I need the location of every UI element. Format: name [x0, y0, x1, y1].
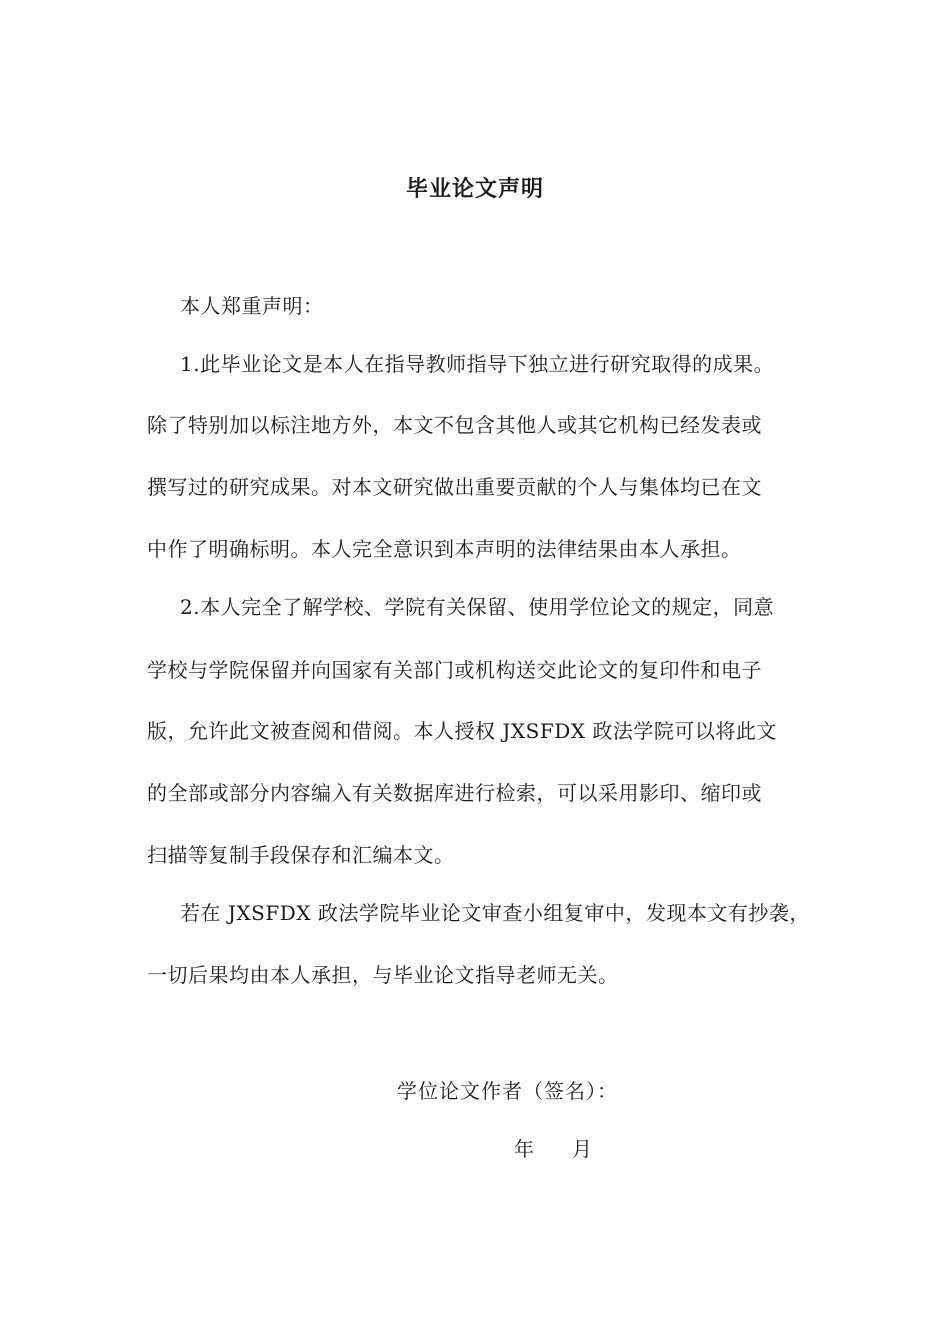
clause-1-line-1: 1.此毕业论文是本人在指导教师指导下独立进行研究取得的成果。 [180, 352, 775, 376]
clause-2-line-1: 2.本人完全了解学校、学院有关保留、使用学位论文的规定，同意 [180, 595, 775, 619]
signature-label: 学位论文作者（签名）： [397, 1079, 618, 1103]
date-line [514, 1134, 592, 1164]
page-title: 毕业论文声明 [405, 177, 544, 202]
clause-2-line-3: 版，允许此文被查阅和借阅。本人授权 JXSFDX 政法学院可以将此文 [147, 719, 777, 743]
clause-1-line-2: 除了特别加以标注地方外，本文不包含其他人或其它机构已经发表或 [147, 413, 762, 437]
clause-3-line-2: 一切后果均由本人承担，与毕业论文指导老师无关。 [147, 963, 619, 987]
clause-2-line-2: 学校与学院保留并向国家有关部门或机构送交此论文的复印件和电子 [147, 658, 762, 682]
declaration-intro: 本人郑重声明： [180, 294, 324, 318]
clause-3-line-1: 若在 JXSFDX 政法学院毕业论文审查小组复审中，发现本文有抄袭， [180, 901, 810, 925]
clause-1-line-3: 撰写过的研究成果。对本文研究做出重要贡献的个人与集体均已在文 [147, 475, 762, 499]
date-month-label: 月 [572, 1137, 592, 1161]
clause-2-line-5: 扫描等复制手段保存和汇编本文。 [147, 843, 455, 867]
clause-2-line-4: 的全部或部分内容编入有关数据库进行检索，可以采用影印、缩印或 [147, 781, 762, 805]
clause-1-line-4: 中作了明确标明。本人完全意识到本声明的法律结果由本人承担。 [147, 537, 742, 561]
date-year-label: 年 [514, 1137, 534, 1161]
